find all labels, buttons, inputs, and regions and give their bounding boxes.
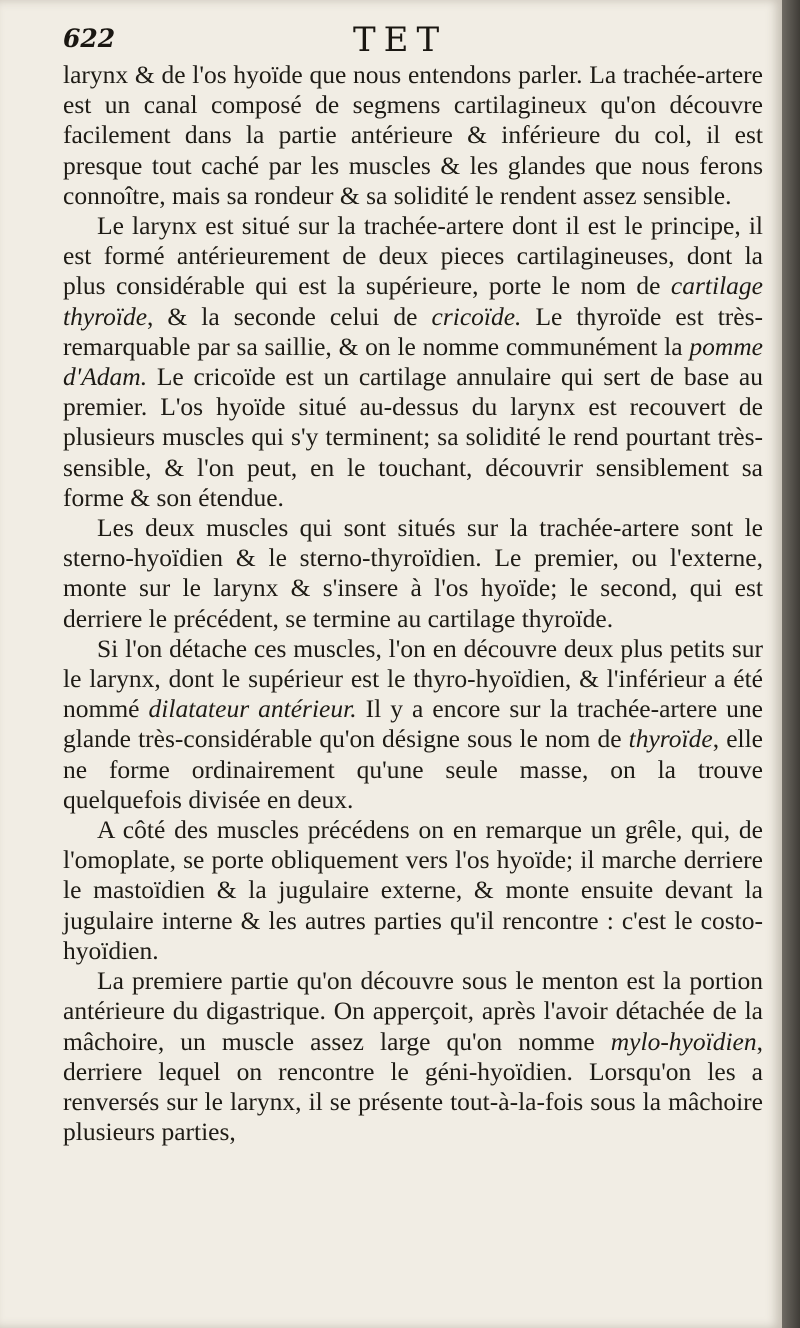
anatomical-term: mylo-hyoïdien <box>610 1026 757 1056</box>
paragraph <box>63 634 763 815</box>
text-run: , elle ne forme ordinairement qu'une seule masse, on la trouve quelquefois divisée en deux. <box>63 724 763 814</box>
body-text <box>63 60 763 1147</box>
text-run: , derriere lequel on rencontre le géni-hyoïdien. Lorsqu'on les a renversés sur le larynx, il se présente tout-à-la-fois sous la mâchoire plusieurs parties, <box>63 1026 763 1147</box>
text-run: larynx & de l'os hyoïde que nous entendons parler. La trachée-artere est un canal composé de segmens cartilagineux qu'on découvre facilement dans la partie antérieure & inférieure du col, il est presque tout caché par les muscles & les glandes que nous ferons connoître, mais sa rondeur & sa solidité le rendent assez sensible. <box>63 60 763 210</box>
text-run: Le larynx est situé sur la trachée-artere dont il est le principe, il est formé antérieurement de deux pieces cartilagineuses, dont la plus considérable qui est la supérieure, porte le nom de <box>63 211 763 301</box>
anatomical-term: pomme d'Adam. <box>63 331 763 392</box>
text-run: A côté des muscles précédens on en remarque un grêle, qui, de l'omoplate, se porte obliquement vers l'os hyoïde; il marche derriere le mastoïdien & la jugulaire externe, & monte ensuite devant la jugulaire interne & les autres parties qu'il rencontre : c'est le costo-hyoïdien. <box>63 815 763 965</box>
anatomical-term: thyroïde <box>628 724 713 754</box>
paragraph <box>63 211 763 513</box>
page-header <box>63 14 763 64</box>
paragraph <box>63 513 763 634</box>
text-run: Si l'on détache ces muscles, l'on en découvre deux plus petits sur le larynx, dont le supérieur est le thyro-hyoïdien, & l'inférieur a été nommé <box>63 633 763 724</box>
text-run: Le thyroïde est très-remarquable par sa saillie, & on le nomme communément la <box>63 301 763 361</box>
anatomical-term: dilatateur antérieur. <box>148 694 357 724</box>
page-number: 622 <box>63 24 116 53</box>
text-run: Les deux muscles qui sont situés sur la trachée-artere sont le sterno-hyoïdien & le sterno-thyroïdien. Le premier, ou l'externe, monte sur le larynx & s'insere à l'os hyoïde; le second, qui est derriere le précédent, se termine au cartilage thyroïde. <box>63 513 763 633</box>
running-head: TET <box>353 20 448 60</box>
paragraph <box>63 966 763 1147</box>
paragraph <box>63 815 763 966</box>
anatomical-term: cartilage thyroïde <box>63 271 763 331</box>
book-spine-edge <box>782 0 800 1328</box>
text-run: La premiere partie qu'on découvre sous le menton est la portion antérieure du digastrique. On apperçoit, après l'avoir détachée de la mâchoire, un muscle assez large qu'on nomme <box>63 966 763 1056</box>
anatomical-term: cricoïde. <box>431 301 522 331</box>
text-run: Il y a encore sur la trachée-artere une glande très-considérable qu'on désigne sous le nom de <box>63 694 763 754</box>
text-run: , & la seconde celui de <box>147 301 432 331</box>
text-run: Le cricoïde est un cartilage annulaire qui sert de base au premier. L'os hyoïde situé au-dessus du larynx est recouvert de plusieurs muscles qui s'y terminent; sa solidité le rend pourtant très-sensible, & l'on peut, en le touchant, découvrir sensiblement sa forme & son étendue. <box>63 362 763 512</box>
paragraph <box>63 60 763 211</box>
